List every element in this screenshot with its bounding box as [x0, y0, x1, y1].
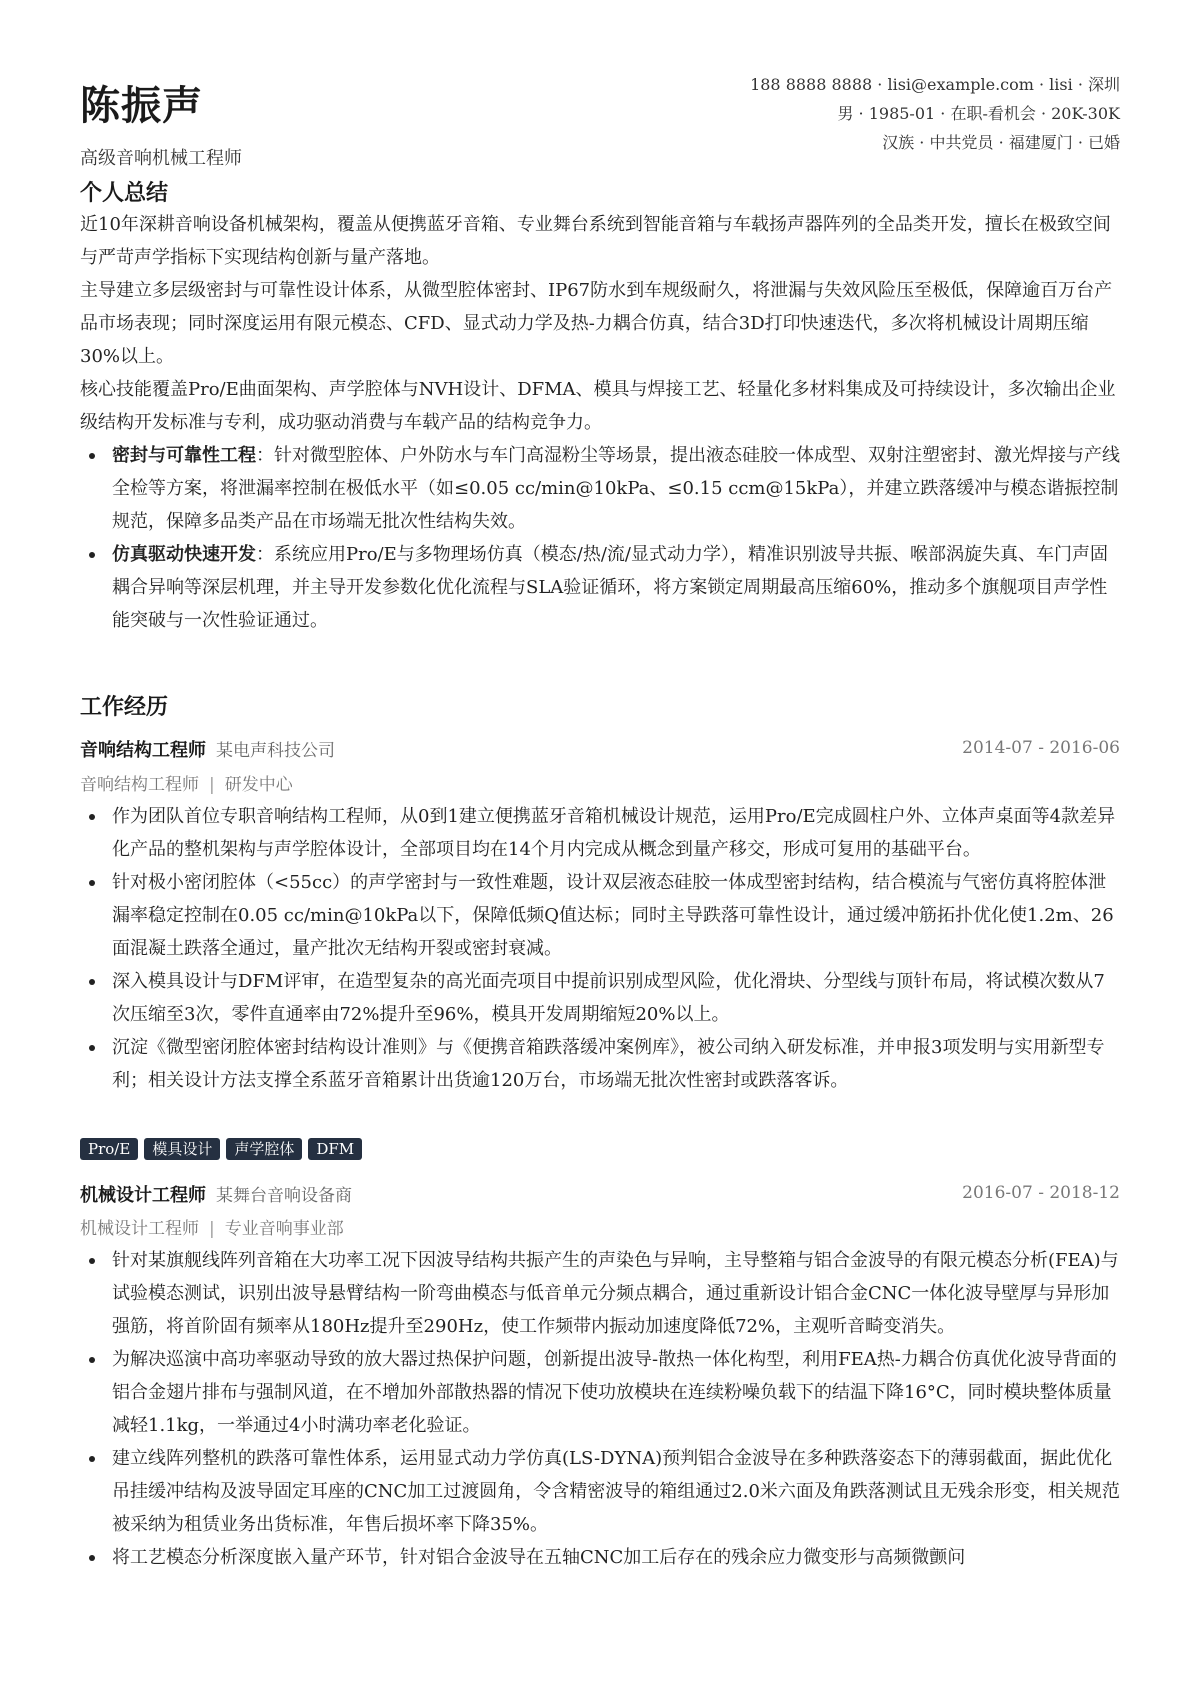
job-header	[80, 1181, 1120, 1209]
job-dates: 2016-07 - 2018-12	[962, 1183, 1120, 1203]
contact-info	[750, 70, 1120, 157]
list-item: 针对极小密闭腔体（<55cc）的声学密封与一致性难题，设计双层液态硅胶一体成型密封结构，结合模流与气密仿真将腔体泄漏率稳定控制在0.05 cc/min@10kPa以下，保障低频Q值达标；同时主导跌落可靠性设计，通过缓冲筋拓扑优化使1.2m、26面混凝土跌落全通过，量产批次无结构开裂或密封衰减。	[80, 866, 1120, 965]
job-dates: 2014-07 - 2016-06	[962, 738, 1120, 758]
highlight-text: ：系统应用Pro/E与多物理场仿真（模态/热/流/显式动力学），精准识别波导共振、喉部涡旋失真、车门声固耦合异响等深层机理，并主导开发参数化优化流程与SLA验证循环，将方案锁定周期最高压缩60%，推动多个旗舰项目声学性能突破与一次性验证通过。	[112, 544, 1108, 631]
list-item: 作为团队首位专职音响结构工程师，从0到1建立便携蓝牙音箱机械设计规范，运用Pro/E完成圆柱户外、立体声桌面等4款差异化产品的整机架构与声学腔体设计，全部项目均在14个月内完成从概念到量产移交，形成可复用的基础平台。	[80, 800, 1120, 866]
job-company: 某电声科技公司	[216, 741, 335, 761]
job-title: 机械设计工程师	[80, 1185, 206, 1206]
job-bullets	[80, 1244, 1120, 1697]
job-department: 专业音响事业部	[224, 1219, 344, 1239]
list-item: 为解决巡演中高功率驱动导致的放大器过热保护问题，创新提出波导-散热一体化构型，利用FEA热-力耦合仿真优化波导背面的铝合金翅片排布与强制风道，在不增加外部散热器的情况下使功放模块在连续粉噪负载下的结温下降16°C，同时模块整体质量减轻1.1kg，一举通过4小时满功率老化验证。	[80, 1343, 1120, 1442]
job-department: 研发中心	[224, 775, 293, 795]
job-header	[80, 736, 1120, 764]
summary-body	[80, 208, 1120, 637]
job-bullets	[80, 800, 1120, 1097]
contact-line: 男 · 1985-01 · 在职-看机会 · 20K-30K	[837, 104, 1120, 123]
highlight-label: 密封与可靠性工程	[112, 445, 256, 466]
section-title-summary: 个人总结	[80, 180, 169, 206]
list-item	[80, 538, 1120, 637]
skill-tag: 声学腔体	[226, 1138, 302, 1160]
skill-tag: Pro/E	[80, 1138, 138, 1160]
highlight-label: 仿真驱动快速开发	[112, 544, 256, 565]
separator: |	[209, 1219, 215, 1239]
highlight-text: ：针对微型腔体、户外防水与车门高湿粉尘等场景，提出液态硅胶一体成型、双射注塑密封、激光焊接与产线全检等方案，将泄漏率控制在极低水平（如≤0.05 cc/min@10kPa、≤0.15 ccm@15kPa），并建立跌落缓冲与模态谐振控制规范，保障多品类产品在市场端无批次性结构失效。	[112, 445, 1120, 532]
list-item: 深入模具设计与DFM评审，在造型复杂的高光面壳项目中提前识别成型风险，优化滑块、分型线与顶针布局，将试模次数从7次压缩至3次，零件直通率由72%提升至96%，模具开发周期缩短20%以上。	[80, 965, 1120, 1031]
skill-tag: 模具设计	[144, 1138, 220, 1160]
list-item: 针对某旗舰线阵列音箱在大功率工况下因波导结构共振产生的声染色与异响，主导整箱与铝合金波导的有限元模态分析(FEA)与试验模态测试，识别出波导悬臂结构一阶弯曲模态与低音单元分频点耦合，通过重新设计铝合金CNC一体化波导壁厚与异形加强筋，将首阶固有频率从180Hz提升至290Hz，使工作频带内振动加速度降低72%，主观听音畸变消失。	[80, 1244, 1120, 1343]
candidate-name: 陈振声	[80, 82, 203, 129]
contact-line: 汉族 · 中共党员 · 福建厦门 · 已婚	[882, 133, 1120, 152]
job-subtitle	[80, 1214, 344, 1239]
summary-highlights	[80, 439, 1120, 637]
list-item: 沉淀《微型密闭腔体密封结构设计准则》与《便携音箱跌落缓冲案例库》，被公司纳入研发标准，并申报3项发明与实用新型专利；相关设计方法支撑全系蓝牙音箱累计出货逾120万台，市场端无批次性密封或跌落客诉。	[80, 1031, 1120, 1097]
job-position: 机械设计工程师	[80, 1219, 199, 1239]
summary-paragraph: 近10年深耕音响设备机械架构，覆盖从便携蓝牙音箱、专业舞台系统到智能音箱与车载扬声器阵列的全品类开发，擅长在极致空间与严苛声学指标下实现结构创新与量产落地。	[80, 214, 1111, 268]
summary-paragraph: 主导建立多层级密封与可靠性设计体系，从微型腔体密封、IP67防水到车规级耐久，将泄漏与失效风险压至极低，保障逾百万台产品市场表现；同时深度运用有限元模态、CFD、显式动力学及热-力耦合仿真，结合3D打印快速迭代，多次将机械设计周期压缩30%以上。	[80, 280, 1113, 367]
list-item	[80, 439, 1120, 538]
list-item: 将工艺模态分析深度嵌入量产环节，针对铝合金波导在五轴CNC加工后存在的残余应力微变形与高频微颤问	[80, 1541, 1120, 1574]
skill-tag: DFM	[308, 1138, 362, 1160]
skill-tags	[80, 1138, 362, 1160]
job-position: 音响结构工程师	[80, 775, 199, 795]
list-item: 建立线阵列整机的跌落可靠性体系，运用显式动力学仿真(LS-DYNA)预判铝合金波导在多种跌落姿态下的薄弱截面，据此优化吊挂缓冲结构及波导固定耳座的CNC加工过渡圆角，令含精密波导的箱组通过2.0米六面及角跌落测试且无残余形变，相关规范被采纳为租赁业务出货标准，年售后损坏率下降35%。	[80, 1442, 1120, 1541]
job-subtitle	[80, 770, 293, 795]
separator: |	[209, 775, 215, 795]
section-title-experience: 工作经历	[80, 694, 169, 720]
contact-line: 188 8888 8888 · lisi@example.com · lisi · 深圳	[750, 75, 1120, 94]
candidate-role: 高级音响机械工程师	[80, 148, 242, 169]
job-title: 音响结构工程师	[80, 740, 206, 761]
job-company: 某舞台音响设备商	[216, 1186, 352, 1206]
summary-paragraph: 核心技能覆盖Pro/E曲面架构、声学腔体与NVH设计、DFMA、模具与焊接工艺、轻量化多材料集成及可持续设计，多次输出企业级结构开发标准与专利，成功驱动消费与车载产品的结构竞争力。	[80, 379, 1116, 433]
